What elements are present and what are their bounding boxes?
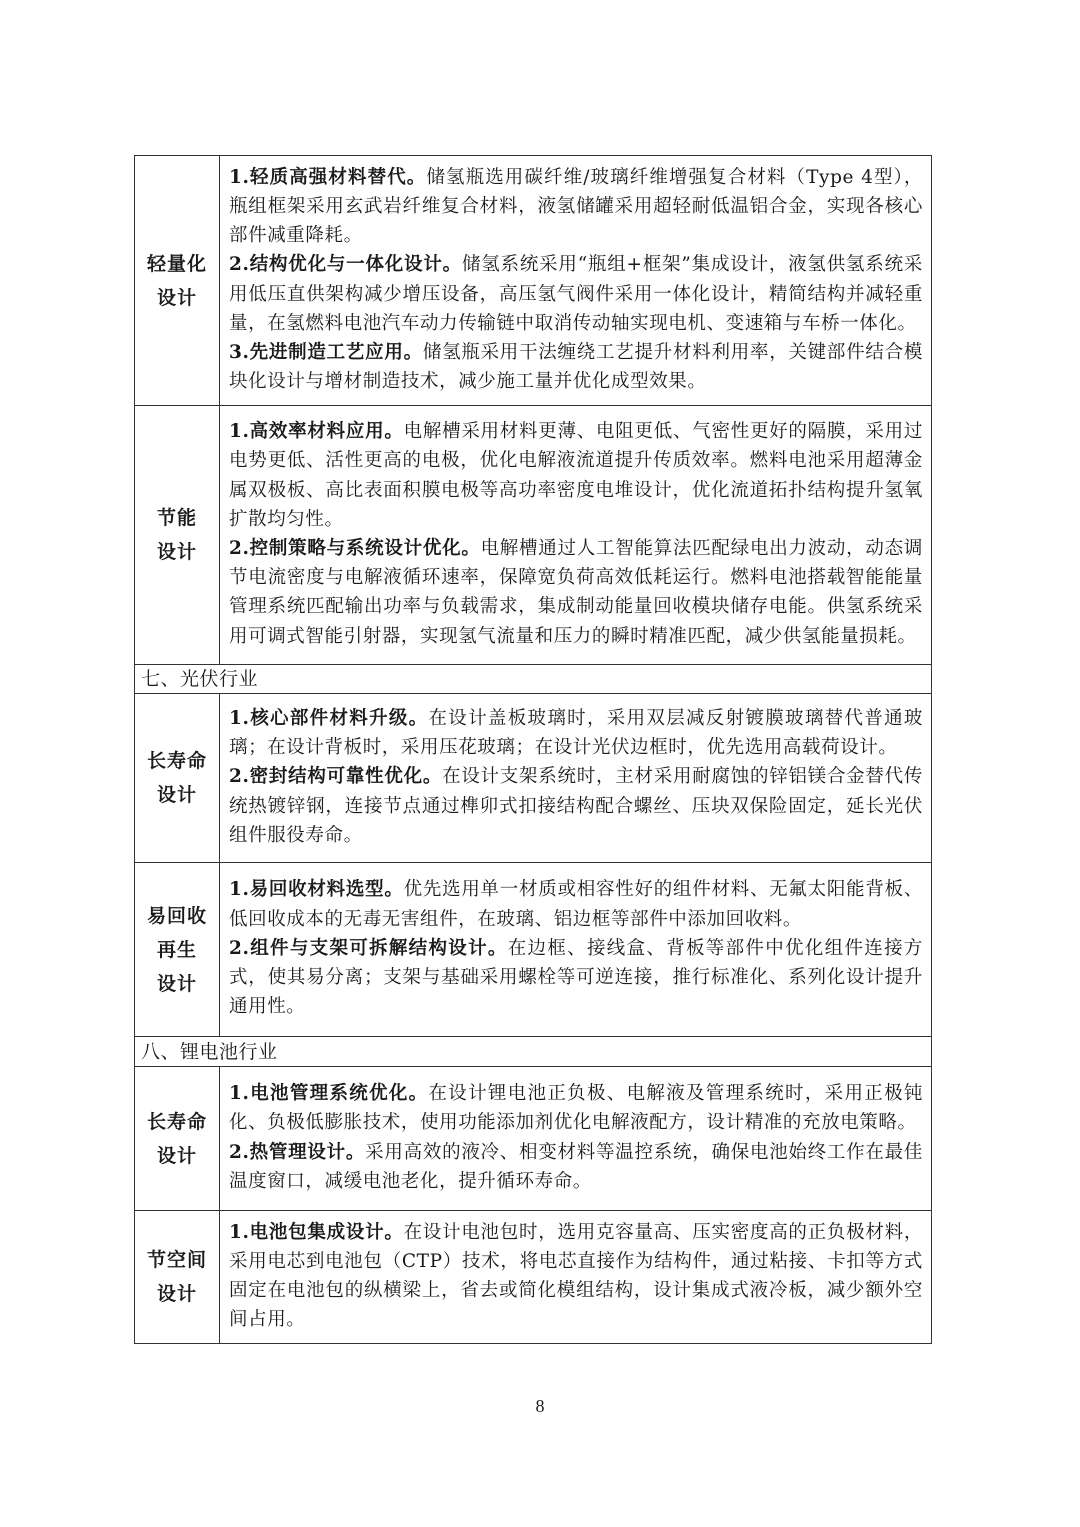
item-text: 电解槽通过人工智能算法匹配绿电出力波动，动态调节电流密度与电解液循环速率，保障宽负荷高效低耗运行。燃料电池搭载智能能量管理系统匹配输出功率与负载需求，集成制动能量回收模块储存电能。供氢系统采用可调式智能引射器，实现氢气流量和压力的瞬时精准匹配，减少供氢能量损耗。: [229, 538, 923, 647]
item-title: 2.组件与支架可拆解结构设计。: [229, 937, 508, 959]
table-row-lightweight-design: [135, 156, 932, 406]
list-item: [229, 762, 923, 850]
item-text: 优先选用单一材质或相容性好的组件材料、无氟太阳能背板、低回收成本的无毒无害组件，在玻璃、铝边框等部件中添加回收料。: [229, 879, 923, 930]
list-item: [229, 934, 923, 1022]
content-cell: [220, 1067, 932, 1211]
item-title: 1.高效率材料应用。: [229, 421, 404, 443]
item-title: 2.结构优化与一体化设计。: [229, 254, 462, 276]
item-text: 在边框、接线盒、背板等部件中优化组件连接方式，使其易分离；支架与基础采用螺栓等可逆连接，推行标准化、系列化设计提升通用性。: [229, 937, 923, 1018]
item-text: 在设计支架系统时，主材采用耐腐蚀的锌铝镁合金替代传统热镀锌钢，连接节点通过榫卯式扣接结构配合螺丝、压块双保险固定，延长光伏组件服役寿命。: [229, 766, 923, 846]
category-label: 设计: [156, 541, 197, 563]
table-row-long-life-design-pv: [135, 694, 932, 863]
item-title: 1.核心部件材料升级。: [229, 707, 429, 729]
item-text: 储氢瓶选用碳纤维/玻璃纤维增强复合材料（Type 4型），瓶组框架采用玄武岩纤维复合材料，液氢储罐采用超轻耐低温铝合金，实现各核心部件减重降耗。: [229, 166, 923, 247]
list-item: [229, 534, 923, 651]
category-cell: [135, 156, 220, 406]
category-label: 再生: [156, 938, 197, 961]
list-item: [229, 875, 923, 933]
list-item: [229, 704, 923, 762]
table-row-space-saving-design: [135, 1211, 932, 1344]
item-title: 2.热管理设计。: [229, 1141, 366, 1163]
category-label: 易回收: [146, 904, 207, 927]
item-title: 1.电池管理系统优化。: [229, 1083, 429, 1105]
category-label: 设计: [156, 1283, 197, 1305]
list-item: [229, 250, 923, 338]
item-text: 在设计锂电池正负极、电解液及管理系统时，采用正极钝化、负极低膨胀技术，使用功能添加剂优化电解液配方，设计精准的充放电策略。: [229, 1083, 923, 1134]
category-label: 节能: [156, 507, 197, 529]
content-cell: [220, 1211, 932, 1344]
content-cell: [220, 406, 932, 665]
design-guideline-table: [134, 155, 932, 1344]
item-title: 2.控制策略与系统设计优化。: [229, 538, 481, 559]
item-title: 1.易回收材料选型。: [229, 879, 404, 901]
table-row-recyclable-design: [135, 863, 932, 1037]
table-row-long-life-design-battery: [135, 1067, 932, 1211]
content-cell: [220, 863, 932, 1037]
section-title: 七、光伏行业: [135, 665, 932, 694]
item-text: 采用高效的液冷、相变材料等温控系统，确保电池始终工作在最佳温度窗口，减缓电池老化，提升循环寿命。: [229, 1141, 923, 1192]
item-title: 2.密封结构可靠性优化。: [229, 766, 443, 788]
category-label: 节空间: [146, 1249, 207, 1271]
category-label: 长寿命: [146, 750, 207, 772]
list-item: [229, 1079, 923, 1137]
table-row-energy-saving-design: [135, 406, 932, 665]
section-title: 八、锂电池行业: [135, 1037, 932, 1067]
item-text: 电解槽采用材料更薄、电阻更低、气密性更好的隔膜，采用过电势更低、活性更高的电极，优化电解液流道提升传质效率。燃料电池采用超薄金属双极板、高比表面积膜电极等高功率密度电堆设计，优化流道拓扑结构提升氢氧扩散均匀性。: [229, 421, 923, 530]
category-label: 设计: [156, 784, 197, 806]
list-item: [229, 417, 923, 534]
category-label: 设计: [156, 972, 197, 995]
item-text: 储氢系统采用“瓶组+框架”集成设计，液氢供氢系统采用低压直供架构减少增压设备，高压氢气阀件采用一体化设计，精简结构并减轻重量，在氢燃料电池汽车动力传输链中取消传动轴实现电机、变速箱与车桥一体化。: [229, 254, 923, 334]
category-cell: [135, 406, 220, 665]
item-title: 1.电池包集成设计。: [229, 1221, 404, 1243]
list-item: [229, 338, 923, 396]
category-label: 长寿命: [146, 1110, 207, 1133]
section-header-row-photovoltaic: [135, 665, 932, 694]
item-title: 1.轻质高强材料替代。: [229, 166, 427, 188]
category-cell: [135, 694, 220, 863]
page-number: 8: [535, 1396, 545, 1416]
category-cell: [135, 1211, 220, 1344]
list-item: [229, 1138, 923, 1196]
section-header-row-lithium-battery: [135, 1037, 932, 1067]
item-text: 储氢瓶采用干法缠绕工艺提升材料利用率，关键部件结合模块化设计与增材制造技术，减少施工量并优化成型效果。: [229, 341, 923, 393]
item-text: 在设计盖板玻璃时，采用双层减反射镀膜玻璃替代普通玻璃；在设计背板时，采用压花玻璃；在设计光伏边框时，优先选用高载荷设计。: [229, 707, 923, 759]
category-label: 设计: [156, 1144, 197, 1167]
item-title: 3.先进制造工艺应用。: [229, 341, 423, 363]
category-cell: [135, 863, 220, 1037]
category-label: 轻量化: [146, 252, 207, 275]
content-cell: [220, 156, 932, 406]
category-cell: [135, 1067, 220, 1211]
item-text: 在设计电池包时，选用克容量高、压实密度高的正负极材料，采用电芯到电池包（CTP）技术，将电芯直接作为结构件，通过粘接、卡扣等方式固定在电池包的纵横梁上，省去或简化模组结构，设计集成式液冷板，减少额外空间占用。: [229, 1221, 923, 1331]
content-cell: [220, 694, 932, 863]
list-item: [229, 1218, 923, 1335]
category-label: 设计: [156, 286, 197, 309]
list-item: [229, 163, 923, 251]
